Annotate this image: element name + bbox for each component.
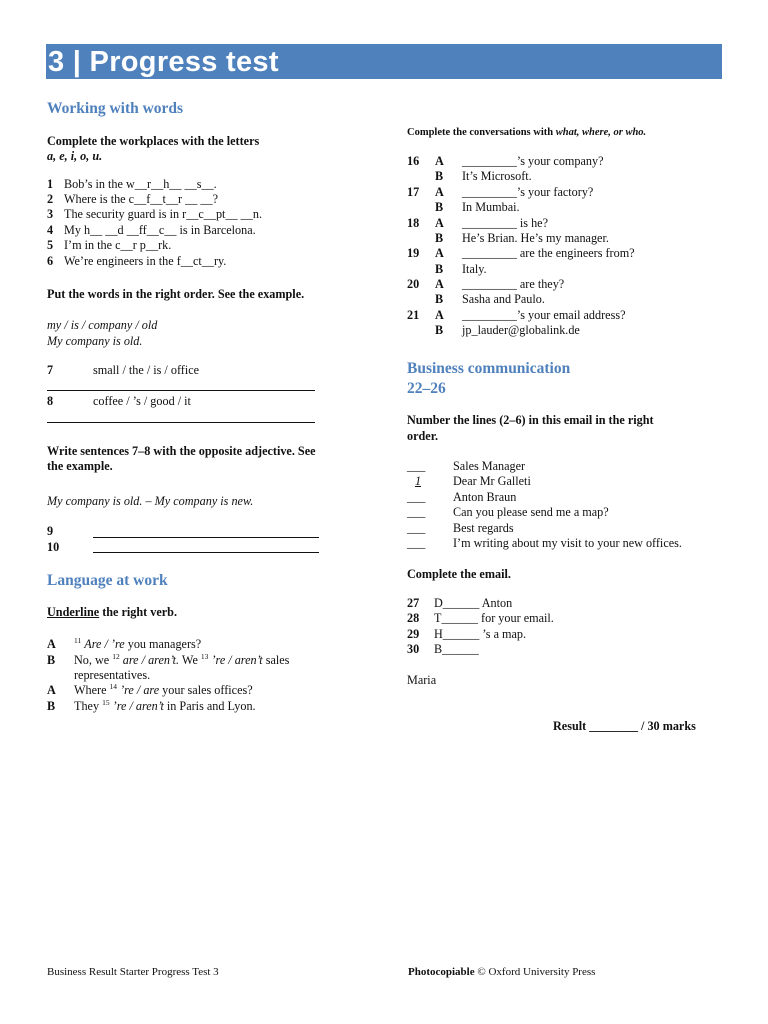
answer-line <box>93 552 319 553</box>
item-text: My h__ __d __ff__c__ is in Barcelona. <box>64 223 256 237</box>
order-blank: ___ <box>407 536 426 550</box>
section-range: 22–26 <box>407 380 446 397</box>
email-line: Can you please send me a map? <box>453 505 609 519</box>
verb-choice[interactable]: ’re / aren’t <box>109 699 164 713</box>
line-b: Sasha and Paulo. <box>462 292 545 306</box>
email-signoff: Maria <box>407 673 437 687</box>
dialogue-line: Where $^{14}$ ’re / are your sales offices? <box>74 682 253 697</box>
speaker-label: A <box>47 683 56 697</box>
section-language-at-work: Language at work <box>47 572 168 589</box>
line-a: _________’s your company? <box>462 154 604 168</box>
item-number: 29 <box>407 627 420 641</box>
language-instruction <box>47 605 177 620</box>
line-a: _________ is he? <box>462 216 548 230</box>
item-text: Bob’s in the w__r__h__ __s__. <box>64 177 217 191</box>
line-b: Italy. <box>462 262 487 276</box>
example-sentence: My company is old. – My company is new. <box>47 494 254 508</box>
line-b: In Mumbai. <box>462 200 520 214</box>
item-number: 8 <box>47 394 54 408</box>
item-text: We’re engineers in the f__ct__ry. <box>64 254 227 268</box>
instruction-rest: the right verb. <box>99 605 177 619</box>
item-text: H______ ’s a map. <box>434 627 527 641</box>
line-a: _________ are the engineers from? <box>462 246 635 260</box>
exercise-3-instruction: Write sentences 7–8 with the opposite adjective. See <box>47 444 316 458</box>
verb-choice[interactable]: ’re / aren’t <box>211 653 263 667</box>
item-number: 1 <box>47 177 54 191</box>
item-number: 17 <box>407 185 420 199</box>
exercise-2-instruction: Put the words in the right order. See the example. <box>47 287 305 301</box>
item-text: I’m in the c__r p__rk. <box>64 238 172 252</box>
answer-line <box>47 390 315 391</box>
order-blank: ___ <box>407 505 426 519</box>
answer-line <box>93 537 319 538</box>
line-a: _________’s your factory? <box>462 185 594 199</box>
email-line: Anton Braun <box>453 490 517 504</box>
item-number: 5 <box>47 238 54 252</box>
speaker-label: A <box>47 637 56 651</box>
item-text: coffee / ’s / good / it <box>93 394 191 408</box>
complete-email-instruction: Complete the email. <box>407 567 511 581</box>
email-order-instruction-cont: order. <box>407 429 439 443</box>
email-line: Dear Mr Galleti <box>453 474 531 488</box>
email-line: Sales Manager <box>453 459 526 473</box>
footer-left: Business Result Starter Progress Test 3 <box>47 966 219 978</box>
order-blank: ___ <box>407 459 426 473</box>
item-number: 9 <box>47 524 54 538</box>
underline-word: Underline <box>47 605 100 619</box>
result-line: Result ________ / 30 marks <box>553 719 696 733</box>
dialogue-line-cont: representatives. <box>74 668 151 682</box>
dialogue-line: No, we $^{12}$ are / aren’t. We $^{13}$ ’re / aren’t sales <box>74 652 290 667</box>
verb-choice[interactable]: Are / ’re <box>84 637 125 651</box>
dialogue-line: $^{11}$ Are / ’re you managers? <box>74 636 202 651</box>
line-b: It’s Microsoft. <box>462 169 532 183</box>
verb-choice[interactable]: are / aren’t. <box>122 653 180 667</box>
exercise-1-instruction: Complete the workplaces with the letters <box>47 134 260 148</box>
conversation-instruction: Complete the conversations with what, where, or who. <box>407 127 647 138</box>
item-number: 16 <box>407 154 420 168</box>
item-number: 30 <box>407 642 420 656</box>
item-text: T______ for your email. <box>434 611 554 625</box>
item-number: 10 <box>47 540 60 554</box>
item-number: 19 <box>407 246 420 260</box>
speaker-label: B <box>47 653 56 667</box>
order-example: 1 <box>414 474 422 488</box>
order-blank: ___ <box>407 521 426 535</box>
item-number: 7 <box>47 363 54 377</box>
item-text: The security guard is in r__c__pt__ __n. <box>64 207 263 221</box>
section-business-communication: Business communication <box>407 360 571 377</box>
item-number: 28 <box>407 611 420 625</box>
item-number: 21 <box>407 308 420 322</box>
exercise-3-instruction-cont: the example. <box>47 459 113 473</box>
answer-line <box>47 422 315 423</box>
page-title: 3 | Progress test <box>48 46 279 78</box>
item-number: 18 <box>407 216 420 230</box>
verb-choice[interactable]: ’re / are <box>117 683 160 697</box>
item-text: small / the / is / office <box>93 363 200 377</box>
dialogue-line: They $^{15}$ ’re / aren’t in Paris and Lyon. <box>74 698 256 713</box>
line-a: _________ are they? <box>462 277 565 291</box>
item-number: 3 <box>47 207 54 221</box>
section-working-with-words: Working with words <box>47 100 184 117</box>
example-words: my / is / company / old <box>47 318 158 332</box>
item-number: 4 <box>47 223 54 237</box>
example-answer: My company is old. <box>47 334 143 348</box>
item-number: 2 <box>47 192 54 206</box>
footer-right: Photocopiable © Oxford University Press <box>408 966 596 978</box>
exercise-1-letters: a, e, i, o, u. <box>47 149 103 163</box>
item-number: 27 <box>407 596 420 610</box>
line-b: He’s Brian. He’s my manager. <box>462 231 609 245</box>
email-line: Best regards <box>453 521 514 535</box>
speaker-label: B <box>47 699 56 713</box>
item-text: D______ Anton <box>434 596 513 610</box>
email-line: I’m writing about my visit to your new offices. <box>453 536 682 550</box>
line-a: _________’s your email address? <box>462 308 626 322</box>
line-b: jp_lauder@globalink.de <box>462 323 580 337</box>
item-text: Where is the c__f__t__r __ __? <box>64 192 218 206</box>
item-number: 6 <box>47 254 54 268</box>
item-number: 20 <box>407 277 420 291</box>
email-order-instruction: Number the lines (2–6) in this email in the right <box>407 413 654 427</box>
item-text: B______ <box>434 642 479 656</box>
order-blank: ___ <box>407 490 426 504</box>
